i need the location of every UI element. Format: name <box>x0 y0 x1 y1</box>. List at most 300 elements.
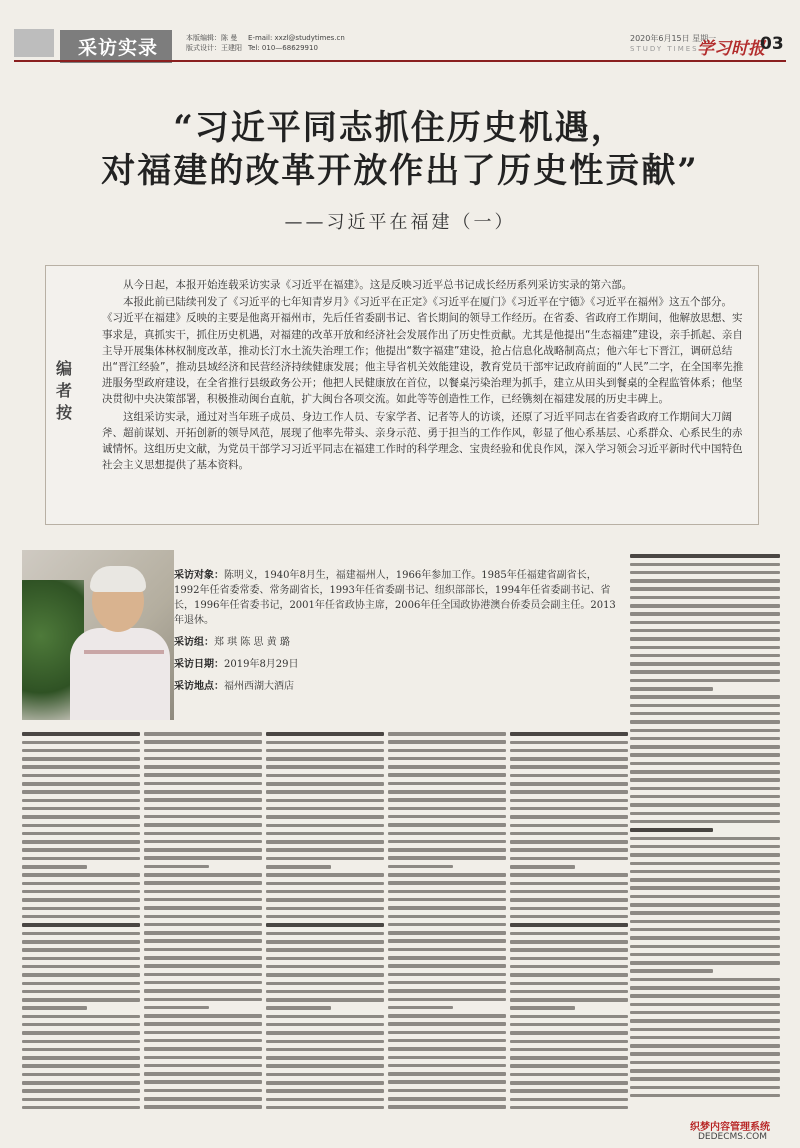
body-text-line <box>388 740 506 744</box>
body-text-line <box>388 873 506 877</box>
interview-subject: 采访对象：陈明义，1940年8月生，福建福州人，1966年参加工作。1985年任福建省副省长，1992年任省委常委、常务副省长，1993年任省委副书记、纽织部部长，1994年任省委副书记、省长，1996年任省委书记，2001年任省政协主席，2006年任全国政协港澳台侨委员会副主任。2013年退休。 <box>174 570 616 626</box>
body-text-line <box>510 765 628 769</box>
body-text-line <box>266 1031 384 1035</box>
interview-info <box>174 568 620 716</box>
body-text-line <box>22 848 140 852</box>
body-text-line <box>388 881 506 885</box>
body-text-line <box>388 765 506 769</box>
body-text-line <box>22 1023 140 1027</box>
body-text-line <box>388 931 506 935</box>
body-text-line <box>510 840 628 844</box>
body-text-line <box>388 1089 506 1093</box>
editor-note-box <box>45 265 759 525</box>
body-text-line <box>510 1106 628 1110</box>
body-text-line <box>266 948 384 952</box>
body-text-line <box>266 882 384 886</box>
body-text-line <box>388 915 506 919</box>
body-text-line <box>22 873 140 877</box>
body-text-line <box>388 840 506 844</box>
body-text-line <box>630 729 780 733</box>
body-text-line <box>388 898 506 902</box>
body-text-line <box>630 986 780 990</box>
body-text-line <box>510 898 628 902</box>
body-text-line <box>22 1040 140 1044</box>
body-text-line <box>510 982 628 986</box>
body-text-line <box>144 939 262 943</box>
body-text-line <box>510 1073 628 1077</box>
body-text-line <box>510 948 628 952</box>
body-text-line <box>630 720 780 724</box>
body-text-line <box>510 865 575 869</box>
body-text-line <box>22 774 140 778</box>
body-text-line <box>22 1031 140 1035</box>
body-text-line <box>388 749 506 753</box>
body-text-line <box>22 923 140 927</box>
body-text-line <box>266 1006 331 1010</box>
body-text-line <box>630 670 780 674</box>
body-text-line <box>22 982 140 986</box>
body-text-line <box>510 907 628 911</box>
body-text-line <box>22 965 140 969</box>
body-text-line <box>266 1015 384 1019</box>
article-column <box>388 728 506 1140</box>
body-text-line <box>630 903 780 907</box>
body-text-line <box>144 915 262 919</box>
body-text-line <box>630 604 780 608</box>
body-text-line <box>630 795 780 799</box>
body-text-line <box>266 1048 384 1052</box>
body-text-line <box>388 1105 506 1109</box>
watermark-url: DEDECMS.COM <box>698 1132 767 1142</box>
body-text-line <box>630 920 780 924</box>
article-column <box>22 728 140 1140</box>
body-text-line <box>22 865 87 869</box>
body-text-line <box>22 1006 87 1010</box>
body-text-line <box>266 890 384 894</box>
body-text-line <box>630 1077 780 1081</box>
body-text-line <box>144 840 262 844</box>
body-text-line <box>266 732 384 736</box>
body-text-line <box>510 923 628 927</box>
body-text-line <box>388 773 506 777</box>
body-text-line <box>144 998 262 1002</box>
body-text-line <box>630 1069 780 1073</box>
body-text-line <box>388 848 506 852</box>
body-text-line <box>630 1019 780 1023</box>
body-text-line <box>630 571 780 575</box>
body-text-line <box>266 973 384 977</box>
body-text-line <box>266 848 384 852</box>
issue-date: 2020年6月15日 星期一 <box>630 34 717 43</box>
headline-line-2: 对福建的改革开放作出了历史性贡献” <box>101 151 699 191</box>
body-text-line <box>630 803 780 807</box>
body-text-line <box>266 757 384 761</box>
body-text-line <box>22 815 140 819</box>
contact-email: E-mail: xxzl@studytimes.cn <box>248 34 345 42</box>
body-text-line <box>144 790 262 794</box>
interview-place: 采访地点：福州西湖大酒店 <box>174 681 294 692</box>
body-text-line <box>630 845 780 849</box>
photo-shirt <box>70 628 170 720</box>
body-text-line <box>144 964 262 968</box>
body-text-line <box>388 1080 506 1084</box>
body-text-line <box>388 906 506 910</box>
body-text-line <box>22 915 140 919</box>
body-text-line <box>144 798 262 802</box>
body-text-line <box>630 853 780 857</box>
body-text-line <box>388 1006 453 1010</box>
body-text-line <box>388 989 506 993</box>
editor-note-label: 编者按 <box>56 359 73 422</box>
body-text-line <box>630 679 780 683</box>
body-text-line <box>22 807 140 811</box>
body-text-line <box>510 774 628 778</box>
body-text-line <box>510 915 628 919</box>
body-text-line <box>388 1047 506 1051</box>
body-text-line <box>630 695 780 699</box>
body-text-line <box>22 857 140 861</box>
body-text-line <box>266 807 384 811</box>
body-text-line <box>266 915 384 919</box>
body-text-line <box>266 1040 384 1044</box>
body-text-line <box>630 828 713 832</box>
editor-line-1: 本版编辑：陈 曼 <box>186 34 238 42</box>
body-text-line <box>388 1072 506 1076</box>
editor-note-paragraph: 从今日起，本报开始连载采访实录《习近平在福建》。这是反映习近平总书记成长经历系列采访实录的第六部。 <box>123 279 633 291</box>
contact-info <box>248 33 345 53</box>
body-text-line <box>630 870 780 874</box>
body-text-line <box>266 1073 384 1077</box>
body-text-line <box>630 563 780 567</box>
body-text-line <box>22 1098 140 1102</box>
body-text-line <box>630 1003 780 1007</box>
editor-credits <box>186 33 242 53</box>
body-text-line <box>630 953 780 957</box>
body-text-line <box>630 770 780 774</box>
body-text-line <box>22 882 140 886</box>
body-text-line <box>510 1064 628 1068</box>
body-text-line <box>144 1089 262 1093</box>
body-text-line <box>630 978 780 982</box>
body-text-line <box>388 939 506 943</box>
body-text-line <box>510 790 628 794</box>
body-text-line <box>266 873 384 877</box>
body-text-line <box>144 782 262 786</box>
body-text-line <box>510 890 628 894</box>
body-text-line <box>22 732 140 736</box>
body-text-line <box>144 773 262 777</box>
body-text-line <box>388 732 506 736</box>
body-text-line <box>630 778 780 782</box>
body-text-line <box>630 646 780 650</box>
body-text-line <box>144 906 262 910</box>
body-text-line <box>630 928 780 932</box>
newspaper-brand: 学习时报 <box>697 39 765 59</box>
body-text-line <box>510 873 628 877</box>
body-text-line <box>22 749 140 753</box>
body-text-line <box>266 990 384 994</box>
body-text-line <box>22 799 140 803</box>
editor-note-body <box>102 277 744 474</box>
body-text-line <box>144 1014 262 1018</box>
body-text-line <box>388 1031 506 1035</box>
body-text-line <box>144 956 262 960</box>
body-text-line <box>630 911 780 915</box>
body-text-line <box>630 621 780 625</box>
body-text-line <box>388 923 506 927</box>
body-text-line <box>266 865 331 869</box>
body-text-line <box>630 737 780 741</box>
body-text-line <box>388 1097 506 1101</box>
body-text-line <box>510 857 628 861</box>
body-text-line <box>144 832 262 836</box>
photo-hair <box>90 566 146 592</box>
body-text-line <box>630 812 780 816</box>
body-text-line <box>510 940 628 944</box>
body-text-line <box>22 990 140 994</box>
body-text-line <box>630 1052 780 1056</box>
body-text-line <box>630 895 780 899</box>
body-text-line <box>144 989 262 993</box>
body-text-line <box>22 1081 140 1085</box>
body-text-line <box>266 1023 384 1027</box>
contact-tel: Tel: 010—68629910 <box>248 44 318 52</box>
article-column <box>144 728 262 1140</box>
body-text-line <box>266 1081 384 1085</box>
body-text-line <box>266 857 384 861</box>
body-text-line <box>630 1036 780 1040</box>
body-text-line <box>388 948 506 952</box>
article-body-columns <box>22 728 628 1140</box>
body-text-line <box>510 973 628 977</box>
body-text-line <box>388 856 506 860</box>
body-text-line <box>144 1039 262 1043</box>
body-text-line <box>266 998 384 1002</box>
body-text-line <box>144 898 262 902</box>
body-text-line <box>22 948 140 952</box>
body-text-line <box>510 732 628 736</box>
body-text-line <box>510 1023 628 1027</box>
body-text-line <box>630 596 780 600</box>
body-text-line <box>22 932 140 936</box>
body-text-line <box>630 1011 780 1015</box>
body-text-line <box>510 799 628 803</box>
body-text-line <box>144 823 262 827</box>
body-text-line <box>510 990 628 994</box>
body-text-line <box>22 940 140 944</box>
body-text-line <box>630 1061 780 1065</box>
body-text-line <box>388 790 506 794</box>
editor-note-paragraph: 本报此前已陆续刊发了《习近平的七年知青岁月》《习近平在正定》《习近平在厦门》《习近平在宁德》《习近平在福州》这五个部分。《习近平在福建》反映的主要是他离开福州市，先后任省委副书记、省长期间的领导工作经历。在省委、省政府工作期间，他解放思想、实事求是，真抓实干，抓住历史机遇，对福建的改革开放和经济社会发展作出了历史性贡献。尤其是他提出“生态福建”建设，亲手抓起、亲自主导开展集体林权制度改革，推动长汀水土流失治理工作；他提出“数字福建”建设，抢占信息化战略制高点；他六年七下晋江，调研总结出“晋江经验”，推动县域经济和民营经济持续健康发展；他主导省机关效能建设，教育党员干部牢记政府前面的“人民”二字，在全国率先推进服务型政府建设，在全省推行县级政务公开；他把人民健康放在首位，以餐桌污染治理为抓手，建立从田头到餐桌的全程监管体系；他坚决贯彻中央决策部署，积极推动闽台直航，扩大闽台各项交流。如此等等创造性工作，已经镌刻在福建发展的历史丰碑上。 <box>102 296 744 406</box>
body-text-line <box>510 1048 628 1052</box>
body-text-line <box>510 741 628 745</box>
body-text-line <box>266 824 384 828</box>
body-text-line <box>144 848 262 852</box>
body-text-line <box>510 882 628 886</box>
interview-date: 采访日期：2019年8月29日 <box>174 659 299 670</box>
body-text-line <box>144 740 262 744</box>
headline-subtitle: ——习近平在福建（一） <box>284 212 516 233</box>
body-text-line <box>388 1056 506 1060</box>
body-text-line <box>144 923 262 927</box>
body-text-line <box>22 741 140 745</box>
page-number: 03 <box>760 34 784 54</box>
body-text-line <box>144 881 262 885</box>
body-text-line <box>22 1064 140 1068</box>
body-text-line <box>630 554 780 558</box>
body-text-line <box>266 774 384 778</box>
body-text-line <box>510 1098 628 1102</box>
body-text-line <box>144 948 262 952</box>
body-text-line <box>144 757 262 761</box>
section-logo-mark <box>14 29 54 57</box>
body-text-line <box>144 807 262 811</box>
body-text-line <box>22 973 140 977</box>
body-text-line <box>510 1081 628 1085</box>
body-text-line <box>144 1072 262 1076</box>
body-text-line <box>144 815 262 819</box>
body-text-line <box>630 969 713 973</box>
paper-subtitle: STUDY TIMES <box>630 45 699 53</box>
body-text-line <box>510 998 628 1002</box>
body-text-line <box>510 965 628 969</box>
body-text-line <box>22 1048 140 1052</box>
body-text-line <box>510 1040 628 1044</box>
body-text-line <box>266 832 384 836</box>
body-text-line <box>388 981 506 985</box>
body-text-line <box>630 587 780 591</box>
body-text-line <box>510 1015 628 1019</box>
body-text-line <box>144 1080 262 1084</box>
body-text-line <box>266 1098 384 1102</box>
body-text-line <box>144 1031 262 1035</box>
body-text-line <box>630 762 780 766</box>
editor-line-2: 版式设计：王建阳 <box>186 44 242 52</box>
body-text-line <box>388 815 506 819</box>
body-text-line <box>22 1056 140 1060</box>
body-text-line <box>510 932 628 936</box>
body-text-line <box>388 1039 506 1043</box>
body-text-line <box>266 765 384 769</box>
body-text-line <box>630 687 713 691</box>
interview-team: 采访组：郑 琪 陈 思 黄 璐 <box>174 637 290 648</box>
body-text-line <box>266 898 384 902</box>
body-text-line <box>630 612 780 616</box>
body-text-line <box>266 932 384 936</box>
body-text-line <box>266 1056 384 1060</box>
watermark-text: 织梦内容管理系统 <box>690 1122 770 1133</box>
body-text-line <box>388 1022 506 1026</box>
body-text-line <box>266 815 384 819</box>
body-text-line <box>266 741 384 745</box>
body-text-line <box>266 840 384 844</box>
body-text-line <box>630 629 780 633</box>
body-text-line <box>510 782 628 786</box>
body-text-line <box>266 1064 384 1068</box>
body-text-line <box>630 662 780 666</box>
body-text-line <box>144 1097 262 1101</box>
headline-line-1: “习近平同志抓住历史机遇， <box>173 108 627 148</box>
body-text-line <box>630 704 780 708</box>
body-text-line <box>266 1089 384 1093</box>
body-text-line <box>266 965 384 969</box>
body-text-line <box>630 837 780 841</box>
body-text-line <box>388 865 453 869</box>
body-text-line <box>388 798 506 802</box>
body-text-line <box>266 907 384 911</box>
body-text-line <box>510 815 628 819</box>
body-text-line <box>144 1006 209 1010</box>
body-text-line <box>22 832 140 836</box>
body-text-line <box>388 807 506 811</box>
body-text-line <box>510 749 628 753</box>
body-text-line <box>630 936 780 940</box>
article-column <box>510 728 628 1140</box>
body-text-line <box>144 1105 262 1109</box>
body-text-line <box>144 973 262 977</box>
body-text-line <box>510 807 628 811</box>
body-text-line <box>388 1064 506 1068</box>
body-text-line <box>630 994 780 998</box>
body-text-line <box>510 1006 575 1010</box>
body-text-line <box>630 787 780 791</box>
body-text-line <box>22 782 140 786</box>
body-text-line <box>144 890 262 894</box>
body-text-line <box>266 782 384 786</box>
body-text-line <box>266 790 384 794</box>
body-text-line <box>630 753 780 757</box>
body-text-line <box>630 712 780 716</box>
body-text-line <box>266 799 384 803</box>
article-column-right <box>630 550 780 1140</box>
body-text-line <box>510 1031 628 1035</box>
body-text-line <box>266 940 384 944</box>
interviewee-photo <box>22 550 174 720</box>
body-text-line <box>22 757 140 761</box>
body-text-line <box>266 749 384 753</box>
body-text-line <box>388 964 506 968</box>
body-text-line <box>630 637 780 641</box>
body-text-line <box>22 898 140 902</box>
body-text-line <box>510 832 628 836</box>
body-text-line <box>510 757 628 761</box>
body-text-line <box>22 907 140 911</box>
page-header <box>0 0 800 66</box>
body-text-line <box>510 1056 628 1060</box>
body-text-line <box>144 856 262 860</box>
body-text-line <box>144 1022 262 1026</box>
body-text-line <box>22 890 140 894</box>
body-text-line <box>144 1056 262 1060</box>
article-column <box>266 728 384 1140</box>
body-text-line <box>630 1044 780 1048</box>
body-text-line <box>22 1089 140 1093</box>
body-text-line <box>388 956 506 960</box>
body-text-line <box>388 757 506 761</box>
body-text-line <box>22 765 140 769</box>
body-text-line <box>630 579 780 583</box>
body-text-line <box>22 790 140 794</box>
body-text-line <box>144 1064 262 1068</box>
body-text-line <box>22 998 140 1002</box>
body-text-line <box>22 1106 140 1110</box>
header-rule <box>14 60 786 62</box>
body-text-line <box>510 957 628 961</box>
body-text-line <box>388 782 506 786</box>
body-text-line <box>144 981 262 985</box>
body-text-line <box>144 732 262 736</box>
body-text-line <box>22 957 140 961</box>
